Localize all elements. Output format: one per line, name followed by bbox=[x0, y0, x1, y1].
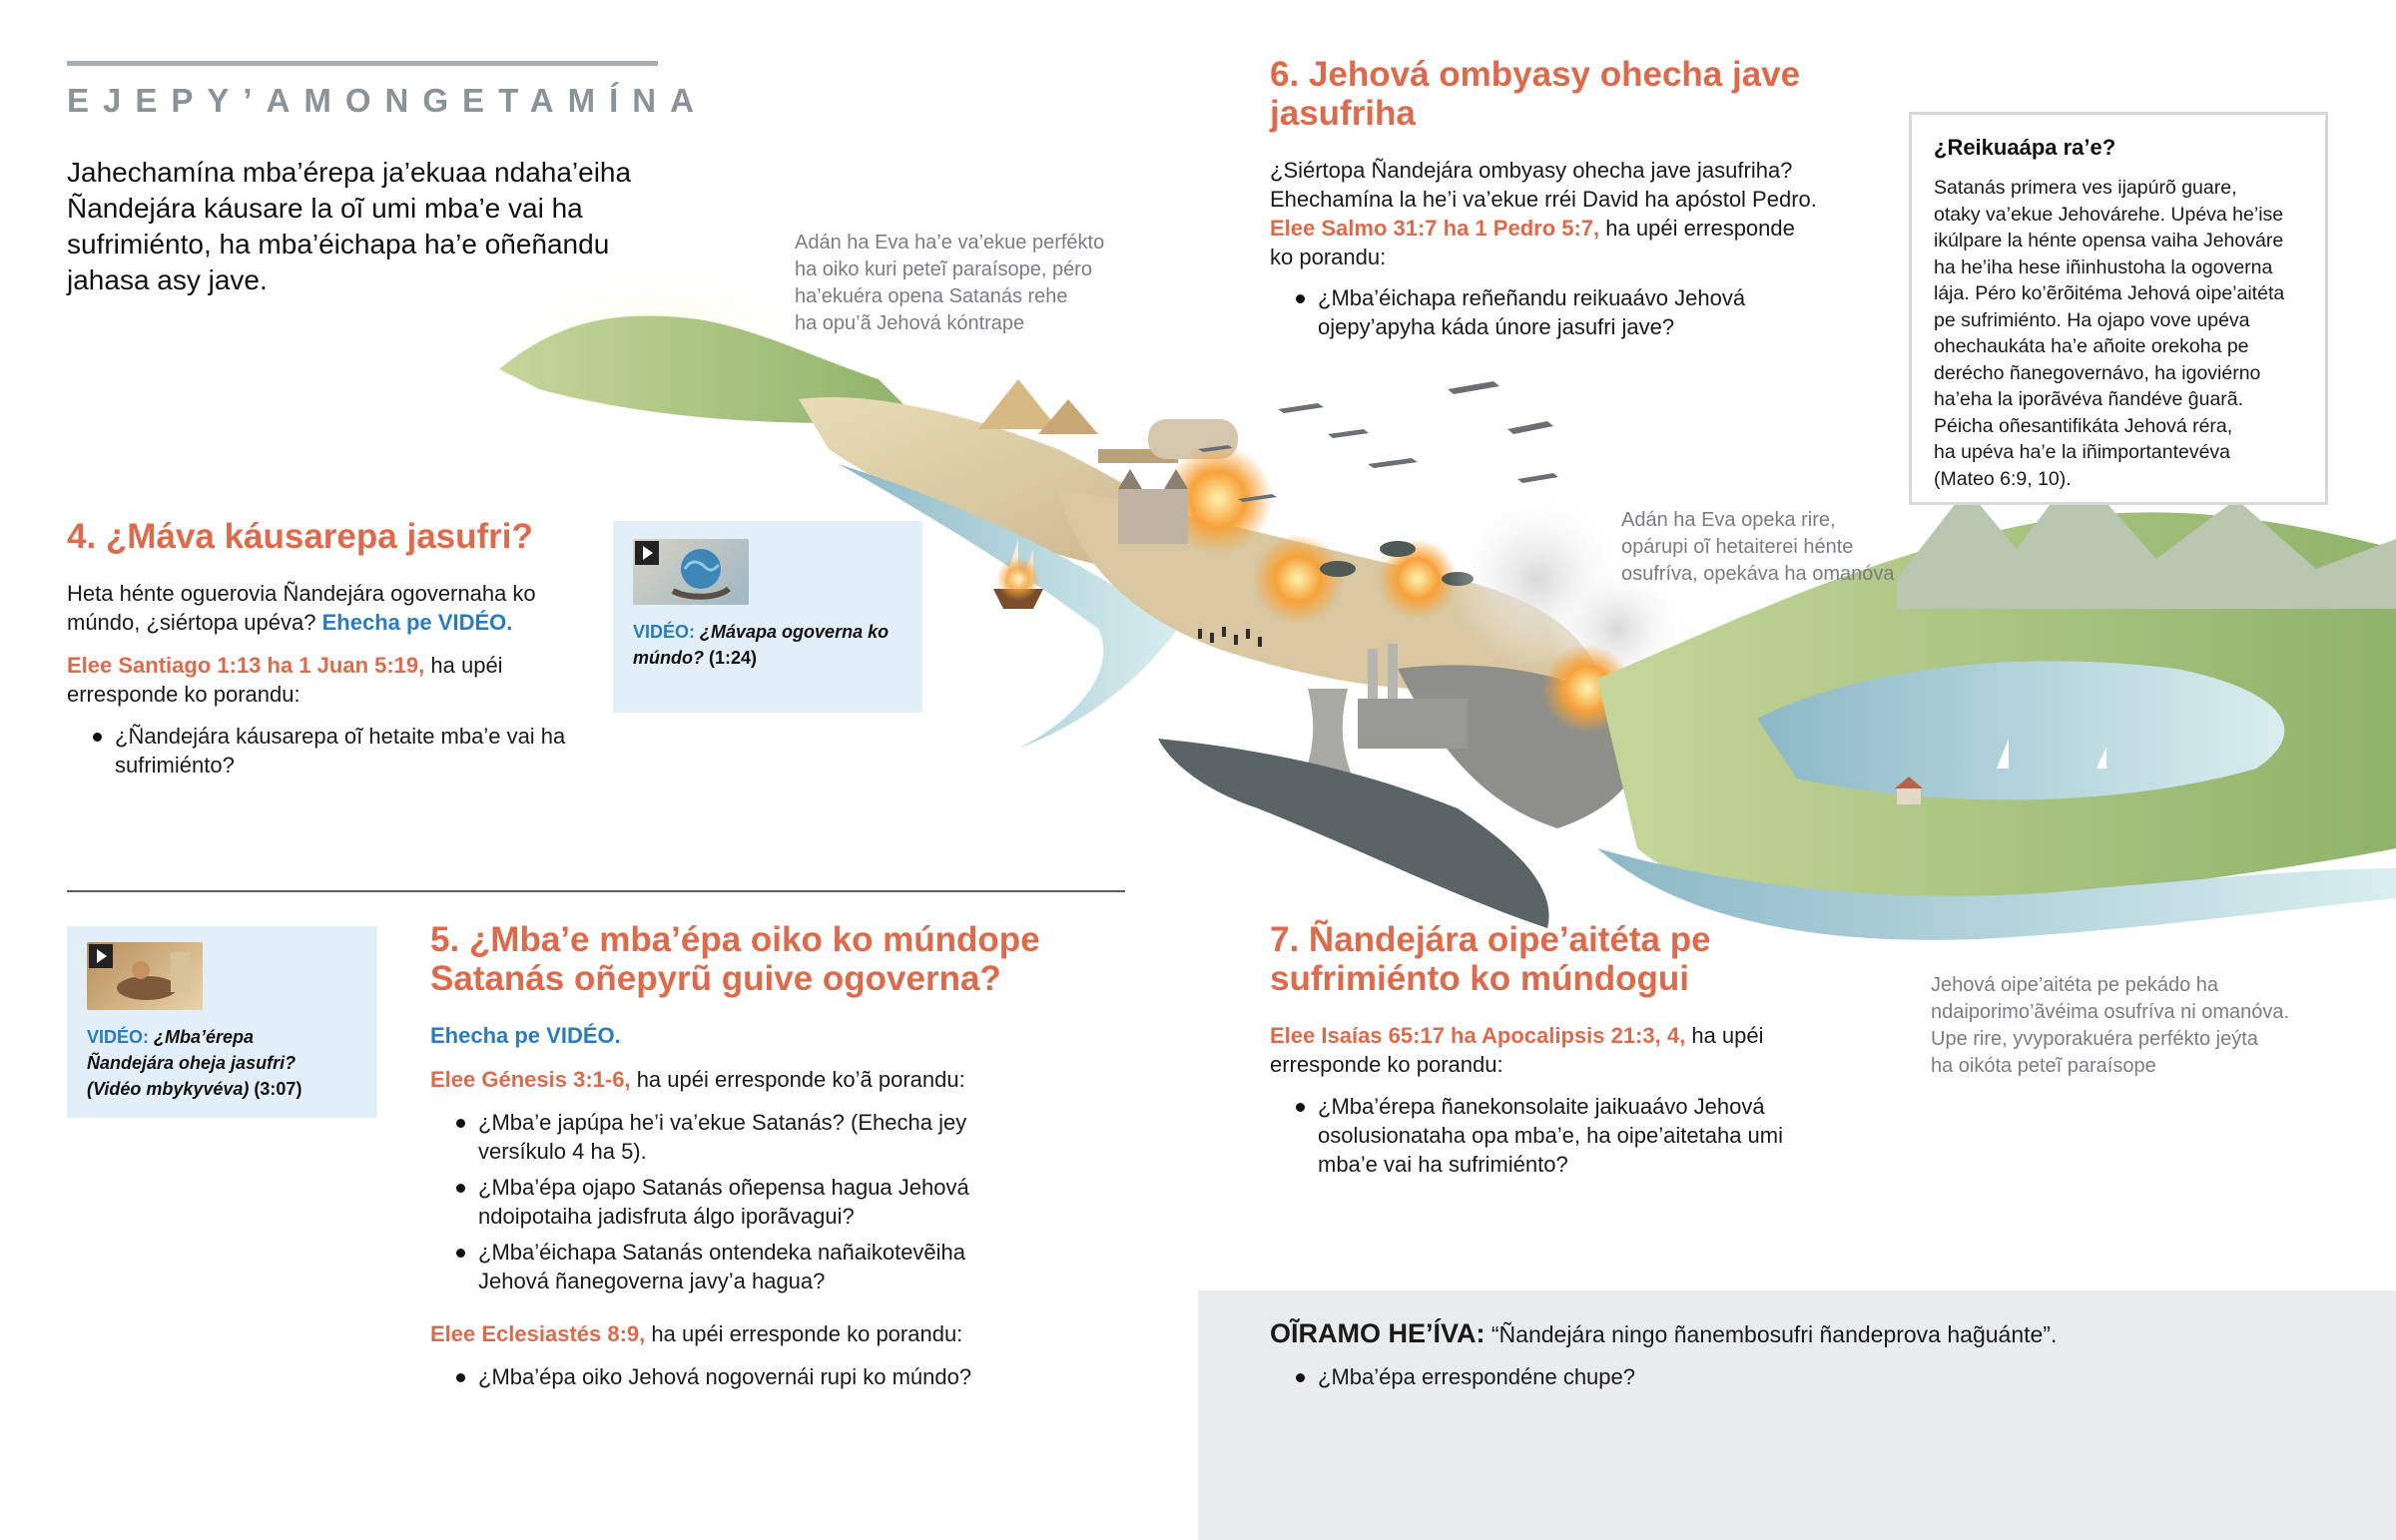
scripture-reference[interactable]: Elee Santiago 1:13 ha 1 Juan 5:19, bbox=[67, 653, 425, 678]
caption-line: opárupi oĩ hetaiterei hénte bbox=[1621, 536, 1854, 558]
scripture-reference[interactable]: Elee Salmo 31:7 ha 1 Pedro 5:7, bbox=[1270, 216, 1600, 241]
caption-line: ndaiporimo’ãvéima osufríva ni omanóva. bbox=[1931, 1001, 2290, 1023]
reading-instruction: ko porandu: bbox=[1270, 245, 1387, 269]
section-5-title bbox=[430, 920, 1040, 998]
section-4-question: Heta hénte oguerovia Ñandejára ogovernaha ko múndo, ¿siértopa upéva? bbox=[67, 581, 536, 635]
title-line: Satanás oñepyrũ guive ogoverna? bbox=[430, 959, 1001, 998]
section-4-title: 4. ¿Máva káusarepa jasufri? bbox=[67, 517, 533, 556]
caption-line: ha oikóta peteĩ paraísope bbox=[1931, 1055, 2156, 1077]
reading-instruction: ha upéi bbox=[1691, 1023, 1764, 1048]
play-icon[interactable] bbox=[89, 944, 113, 968]
video-card-section-4[interactable] bbox=[613, 521, 922, 713]
title-line: 5. ¿Mba’e mba’épa oiko ko múndope bbox=[430, 920, 1040, 959]
scripture-reference[interactable]: Elee Isaías 65:17 ha Apocalipsis 21:3, 4, bbox=[1270, 1023, 1686, 1048]
title-line: 6. Jehová ombyasy ohecha jave bbox=[1270, 55, 1801, 94]
section-4-reading bbox=[67, 651, 586, 709]
video-link[interactable]: Ehecha pe VIDÉO. bbox=[430, 1023, 621, 1048]
reading-instruction: ha upéi erresponde ko’ã porandu: bbox=[636, 1067, 965, 1092]
pyramid bbox=[978, 379, 1058, 429]
section-5-reading-1 bbox=[430, 1065, 965, 1094]
explosion bbox=[1253, 534, 1343, 624]
objection-label: OĨRAMO HE’ÍVA: bbox=[1270, 1318, 1486, 1348]
section-5-video-link bbox=[430, 1021, 621, 1050]
objection-questions bbox=[1270, 1362, 1869, 1391]
caption-line: Jehová oipe’aitéta pe pekádo ha bbox=[1931, 974, 2219, 996]
video-thumbnail[interactable] bbox=[633, 539, 749, 605]
scripture-reference[interactable]: Elee Génesis 3:1-6, bbox=[430, 1067, 631, 1092]
caption-line: Adán ha Eva opeka rire, bbox=[1621, 509, 1836, 531]
sidebox-title: ¿Reikuaápa ra’e? bbox=[1934, 135, 2116, 160]
video-title bbox=[633, 619, 912, 671]
did-you-know-box bbox=[1909, 112, 2328, 505]
section-7-reading bbox=[1270, 1021, 1869, 1079]
section-5-questions-2 bbox=[430, 1362, 1029, 1391]
objection-quote: “Ñandejára ningo ñanembosufri ñandeprova hag̃uánte”. bbox=[1491, 1321, 2058, 1347]
discussion-question: ¿Mba’éichapa reñeñandu reikuaávo Jehová ojepy’apyha káda únore jasufri jave? bbox=[1270, 283, 1789, 341]
video-kicker: VIDÉO: bbox=[633, 622, 696, 642]
reading-instruction: ha upéi bbox=[430, 653, 503, 678]
caption-line: ha opu’ã Jehová kóntrape bbox=[795, 312, 1025, 334]
caption-eden bbox=[795, 230, 1104, 337]
header-rule bbox=[67, 61, 658, 66]
title-line: sufrimiénto ko múndogui bbox=[1270, 959, 1689, 998]
discussion-question: ¿Mba’épa errespondéne chupe? bbox=[1270, 1362, 1869, 1391]
section-4-body bbox=[67, 579, 586, 637]
section-6-title bbox=[1270, 55, 1800, 133]
video-kicker: VIDÉO: bbox=[87, 1027, 150, 1047]
video-title bbox=[87, 1024, 366, 1102]
section-7-title bbox=[1270, 920, 1711, 998]
house bbox=[1897, 788, 1921, 804]
castle bbox=[1118, 489, 1188, 544]
section-6-question: Ehechamína la he’i va’ekue rréi David ha apóstol Pedro. bbox=[1270, 187, 1817, 212]
caption-line: ha’ekuéra opena Satanás rehe bbox=[795, 285, 1068, 307]
video-link[interactable]: Ehecha pe VIDÉO. bbox=[321, 610, 513, 635]
section-6-question: ¿Siértopa Ñandejára ombyasy ohecha jave jasufriha? bbox=[1270, 158, 1793, 183]
video-title-text: Ñandejára oheja jasufri? bbox=[87, 1053, 297, 1073]
intro-paragraph: Jahechamína mba’érepa ja’ekuaa ndaha’eiha Ñandejára káusare la oĩ umi mba’e vai ha sufrimiénto, ha mba’éichapa ha’e oñeñandu jahasa asy jave. bbox=[67, 157, 632, 295]
sidebox-text: Satanás primera ves ijapúrõ guare, otaky va’ekue Jehovárehe. Upéva he’ise ikúlpare la hénte opensa vaiha Jehováre ha he’iha hese iñinhustoha la ogoverna lája. Péro ko’ẽrõitéma Jehová oipe’aitéta pe sufrimiénto. Ha ojapo vove upéva ohechaukáta ha’e añoite orekoha pe derécho ñanegovernávo, ha igoviérno ha’eha la iporãvéva ñandéve ĝuarã. Péicha oñesantifikáta Jehová réra, ha upéva ha’e la iñimportantevéva (Mateo 6:9, 10). bbox=[1934, 177, 2285, 490]
video-duration: (1:24) bbox=[709, 648, 758, 668]
discussion-question: ¿Ñandejára káusarepa oĩ hetaite mba’e vai ha sufrimiénto? bbox=[67, 722, 586, 779]
reading-instruction: ha upéi erresponde ko porandu: bbox=[651, 1321, 963, 1346]
section-5-reading-2 bbox=[430, 1319, 962, 1348]
scripture-reference[interactable]: Elee Eclesiastés 8:9, bbox=[430, 1321, 646, 1346]
objection-statement bbox=[1270, 1319, 2057, 1349]
section-kicker: EJEPY’AMONGETAMÍNA bbox=[67, 82, 708, 119]
caption-line: Upe rire, yvyporakuéra perfékto jeýta bbox=[1931, 1028, 2258, 1050]
section-divider bbox=[67, 890, 1125, 892]
discussion-question: ¿Mba’e japúpa he’i va’ekue Satanás? (Ehecha jey versíkulo 4 ha 5). bbox=[430, 1108, 1019, 1166]
caption-paradise bbox=[1931, 972, 2289, 1080]
section-4-questions bbox=[67, 722, 586, 779]
title-line: jasufriha bbox=[1270, 94, 1416, 133]
video-duration: (3:07) bbox=[254, 1079, 302, 1099]
section-6-questions bbox=[1270, 283, 1789, 341]
reading-instruction: erresponde ko porandu: bbox=[1270, 1052, 1503, 1077]
section-6-body bbox=[1270, 156, 1869, 271]
discussion-question: ¿Mba’éichapa Satanás ontendeka nañaikotevẽiha Jehová ñanegoverna javy’a hagua? bbox=[430, 1238, 1019, 1295]
caption-line: Adán ha Eva ha’e va’ekue perfékto bbox=[795, 232, 1105, 254]
section-7-questions bbox=[1270, 1092, 1789, 1179]
section-5-questions-1 bbox=[430, 1108, 1019, 1295]
play-icon[interactable] bbox=[635, 541, 659, 565]
factory-building bbox=[1358, 699, 1468, 749]
video-title-text: ¿Mávapa ogoverna ko múndo? bbox=[633, 622, 890, 668]
video-title-text: ¿Mba’érepa bbox=[154, 1027, 255, 1047]
video-thumbnail[interactable] bbox=[87, 942, 203, 1010]
caption-line: osufríva, opekáva ha omanóva bbox=[1621, 563, 1895, 585]
discussion-question: ¿Mba’épa ojapo Satanás oñepensa hagua Jehová ndoipotaiha jadisfruta álgo iporãvagui? bbox=[430, 1173, 1019, 1231]
title-line: 7. Ñandejára oipe’aitéta pe bbox=[1270, 920, 1711, 959]
video-title-text: (Vidéo mbykyvéva) bbox=[87, 1079, 250, 1099]
discussion-question: ¿Mba’érepa ñanekonsolaite jaikuaávo Jehová osolusionataha opa mba’e, ha oipe’aitetaha umi mba’e vai ha sufrimiénto? bbox=[1270, 1092, 1789, 1179]
caption-line: ha oiko kuri peteĩ paraísope, péro bbox=[795, 258, 1092, 280]
reading-instruction: ha upéi erresponde bbox=[1605, 216, 1795, 241]
discussion-question: ¿Mba’épa oiko Jehová nogovernái rupi ko múndo? bbox=[430, 1362, 1029, 1391]
reading-instruction: erresponde ko porandu: bbox=[67, 682, 300, 707]
caption-suffering bbox=[1621, 507, 1895, 588]
video-card-section-5[interactable] bbox=[67, 926, 377, 1118]
